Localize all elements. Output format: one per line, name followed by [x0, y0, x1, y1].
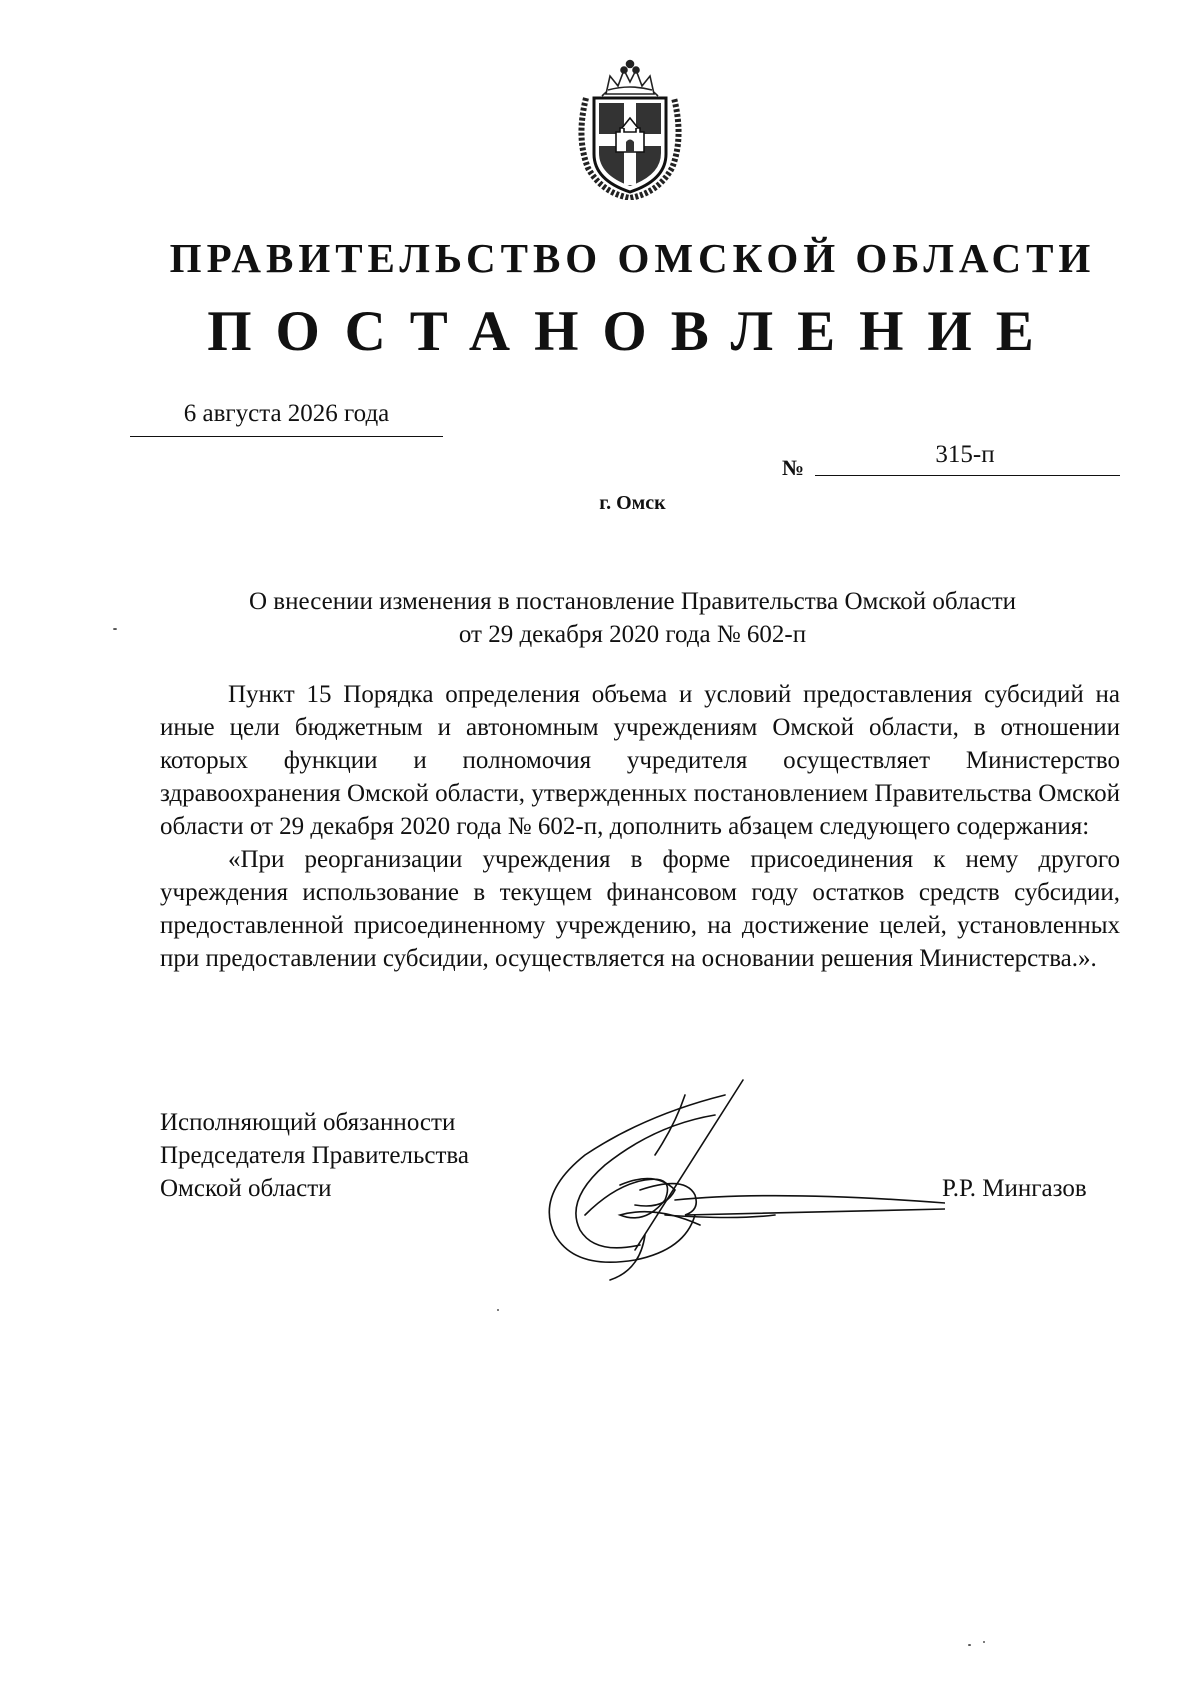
document-subject: [150, 585, 1115, 651]
organization-title: ПРАВИТЕЛЬСТВО ОМСКОЙ ОБЛАСТИ: [169, 235, 1096, 281]
signatory-position: [160, 1106, 469, 1205]
date-underline: [130, 436, 443, 437]
subject-line-1: О внесении изменения в постановление Правительства Омской области: [248, 588, 1017, 615]
number-underline: [815, 475, 1120, 476]
signatory-name: Р.Р. Мингазов: [942, 1175, 1087, 1202]
scan-speck: [968, 1644, 971, 1646]
document-body: [160, 678, 1120, 975]
position-line-1: Исполняющий обязанности: [160, 1109, 456, 1136]
body-paragraph-2: «При реорганизации учреждения в форме присоединения к нему другого учреждения использование в текущем финансовом году остатков средств субсидии, предоставленной присоединенному учреждению, на достижение целей, установленных при предоставлении субсидии, осуществляется на основании решения Министерства.».: [160, 846, 1120, 972]
scan-speck: [983, 1641, 985, 1643]
body-paragraph-1: Пункт 15 Порядка определения объема и условий предоставления субсидий на иные цели бюджетным и автономным учреждениям Омской области, в отношении которых функции и полномочия учредителя осуществляет Министерство здравоохранения Омской области, утвержденных постановлением Правительства Омской области от 29 декабря 2020 года № 602-п, дополнить абзацем следующего содержания:: [160, 681, 1120, 840]
coat-of-arms-icon: [572, 58, 688, 200]
document-date: 6 августа 2026 года: [183, 400, 390, 427]
scan-speck: [497, 1309, 499, 1311]
scan-speck: [113, 628, 117, 630]
signature-icon: [525, 1075, 945, 1290]
subject-line-2: от 29 декабря 2020 года № 602-п: [458, 621, 807, 648]
number-label: №: [782, 455, 805, 480]
position-line-2: Председателя Правительства: [160, 1142, 469, 1169]
document-number: 315-п: [935, 441, 995, 468]
document-type-title: ПОСТАНОВЛЕНИЕ: [207, 300, 1058, 363]
position-line-3: Омской области: [160, 1175, 332, 1202]
city-label: г. Омск: [599, 492, 666, 514]
